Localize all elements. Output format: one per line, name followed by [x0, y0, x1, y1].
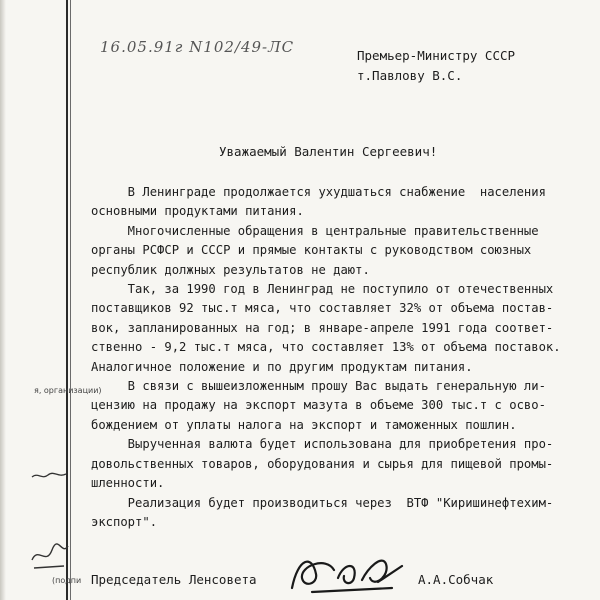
signer-title: Председатель Ленсовета	[91, 572, 257, 587]
body-line: ственно - 9,2 тыс.т мяса, что составляет 13% от объема поставок.	[91, 340, 561, 355]
reference-number: 16.05.91г N102/49-ЛС	[100, 38, 295, 56]
body-line: Так, за 1990 год в Ленинград не поступило от отечественных	[91, 282, 554, 297]
body-line: органы РСФСР и СССР и прямые контакты с руководством союзных	[91, 243, 532, 258]
body-line: республик должных результатов не дают.	[91, 262, 370, 277]
margin-scribble-1	[30, 470, 70, 482]
margin-label-signature: (подпи	[52, 576, 82, 585]
addressee-line: Премьер-Министру СССР	[357, 48, 516, 63]
body-line: Аналогичное положение и по другим продуктам питания.	[91, 359, 473, 374]
body-line: Реализация будет производиться через ВТФ "Киришинефтехим-	[91, 495, 554, 510]
body-line: цензию на продажу на экспорт мазута в объеме 300 тыс.т с осво-	[91, 398, 546, 413]
body-line: экспорт".	[91, 514, 158, 529]
body-line: основными продуктами питания.	[91, 204, 304, 219]
body-line: бождением от уплаты налога на экспорт и таможенных пошлин.	[91, 417, 517, 432]
binding-line-secondary	[70, 0, 71, 600]
margin-label-organization: я, организации)	[34, 386, 102, 395]
signer-name: А.А.Собчак	[418, 572, 494, 587]
margin-scribble-2	[28, 536, 72, 576]
body-line: Вырученная валюта будет использована для приобретения про-	[91, 437, 554, 452]
scan-edge-shadow	[0, 0, 6, 600]
body-line: Многочисленные обращения в центральные правительственные	[91, 223, 539, 238]
body-line: В Ленинграде продолжается ухудшаться снабжение населения	[91, 185, 546, 199]
letter-body	[91, 183, 591, 532]
body-line: поставщиков 92 тыс.т мяса, что составляет 32% от объема постав-	[91, 301, 554, 316]
body-line: В связи с вышеизложенным прошу Вас выдать генеральную ли-	[91, 379, 546, 394]
body-line: довольственных товаров, оборудования и сырья для пищевой промы-	[91, 456, 554, 471]
binding-line	[66, 0, 68, 600]
body-line: вок, запланированных на год; в январе-апреле 1991 года соответ-	[91, 320, 554, 335]
salutation: Уважаемый Валентин Сергеевич!	[219, 144, 438, 159]
addressee-line: т.Павлову В.С.	[357, 68, 463, 83]
handwritten-signature-icon	[282, 548, 422, 598]
body-line: шленности.	[91, 476, 165, 491]
addressee-block	[357, 46, 515, 86]
